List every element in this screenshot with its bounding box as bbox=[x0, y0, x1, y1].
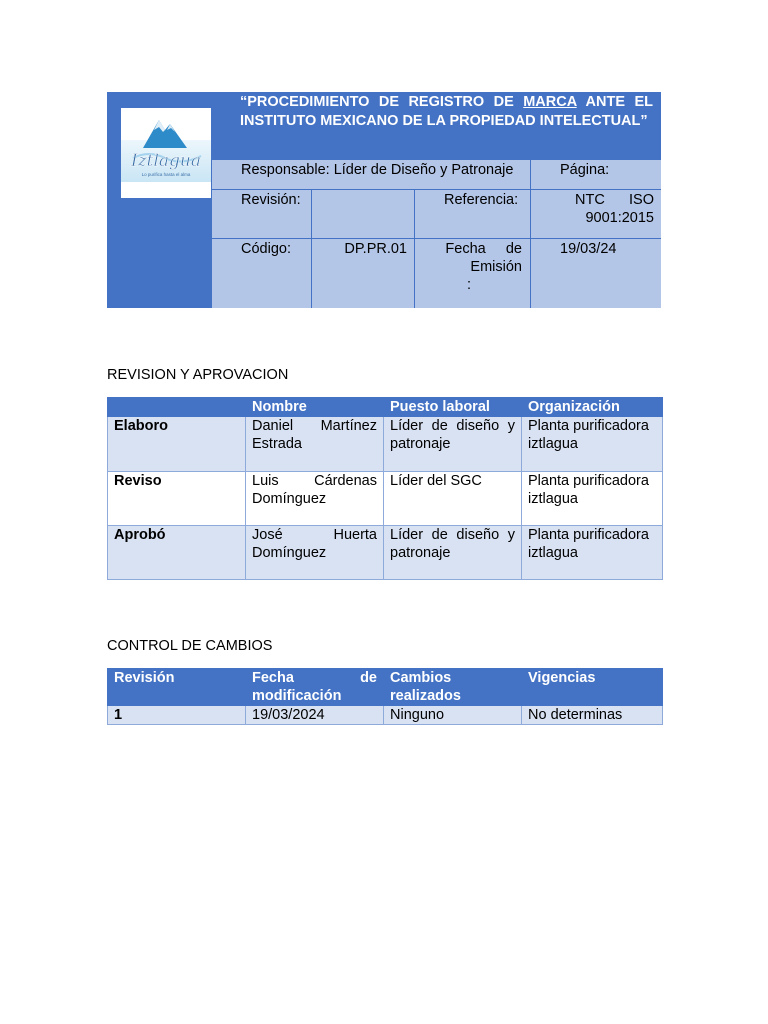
svg-text:Iztlagua: Iztlagua bbox=[130, 151, 202, 171]
row-date: 19/03/2024 bbox=[246, 706, 384, 725]
fecha-emision-value-cell: 19/03/24 bbox=[531, 239, 661, 308]
approval-col-org: Organización bbox=[522, 398, 663, 417]
referencia-value-cell: NTC ISO 9001:2015 bbox=[531, 190, 661, 238]
row-position: Líder de diseño y patronaje bbox=[384, 526, 522, 580]
title-underlined-word: MARCA bbox=[523, 94, 577, 110]
table-row bbox=[108, 472, 663, 526]
row-position: Líder del SGC bbox=[384, 472, 522, 526]
row-org: Planta purificadora iztlagua bbox=[522, 472, 663, 526]
changes-col-changes: Cambios realizados bbox=[384, 669, 522, 706]
revision-value-cell bbox=[312, 190, 414, 238]
approval-heading: REVISION Y APROVACION bbox=[107, 367, 289, 383]
approval-col-role bbox=[108, 398, 246, 417]
svg-text:Lo purifica hasta el alma: Lo purifica hasta el alma bbox=[141, 172, 191, 177]
codigo-label-cell: Código: bbox=[212, 239, 311, 308]
referencia-label-cell: Referencia: bbox=[415, 190, 530, 238]
row-position: Líder de diseño y patronaje bbox=[384, 417, 522, 472]
document-title: “PROCEDIMIENTO DE REGISTRO DE MARCA ANTE EL INSTITUTO MEXICANO DE LA PROPIEDAD INTELECTUAL” bbox=[240, 94, 653, 129]
approval-table bbox=[107, 397, 663, 580]
changes-header-row bbox=[108, 669, 663, 706]
changes-col-date: Fecha de modificación bbox=[246, 669, 384, 706]
changes-heading: CONTROL DE CAMBIOS bbox=[107, 638, 273, 654]
approval-header-row bbox=[108, 398, 663, 417]
table-row bbox=[108, 526, 663, 580]
revision-label-cell: Revisión: bbox=[212, 190, 311, 238]
changes-table bbox=[107, 668, 663, 725]
row-role: Aprobó bbox=[108, 526, 246, 580]
row-changes: Ninguno bbox=[384, 706, 522, 725]
company-logo bbox=[121, 108, 211, 198]
responsable-cell: Responsable: Líder de Diseño y Patronaje bbox=[212, 160, 530, 189]
row-name: Luis Cárdenas Domínguez bbox=[246, 472, 384, 526]
row-validity: No determinas bbox=[522, 706, 663, 725]
row-name: Daniel Martínez Estrada bbox=[246, 417, 384, 472]
row-role: Elaboro bbox=[108, 417, 246, 472]
mountain-icon bbox=[121, 108, 211, 198]
row-org: Planta purificadora iztlagua bbox=[522, 417, 663, 472]
table-row bbox=[108, 706, 663, 725]
row-role: Reviso bbox=[108, 472, 246, 526]
row-org: Planta purificadora iztlagua bbox=[522, 526, 663, 580]
pagina-cell: Página: bbox=[531, 160, 661, 189]
fecha-emision-label-cell: Fecha de Emisión : bbox=[415, 239, 530, 308]
row-name: José Huerta Domínguez bbox=[246, 526, 384, 580]
table-row bbox=[108, 417, 663, 472]
changes-col-validity: Vigencias bbox=[522, 669, 663, 706]
changes-col-revision: Revisión bbox=[108, 669, 246, 706]
approval-col-name: Nombre bbox=[246, 398, 384, 417]
row-revision: 1 bbox=[108, 706, 246, 725]
codigo-value-cell: DP.PR.01 bbox=[312, 239, 414, 308]
approval-col-position: Puesto laboral bbox=[384, 398, 522, 417]
